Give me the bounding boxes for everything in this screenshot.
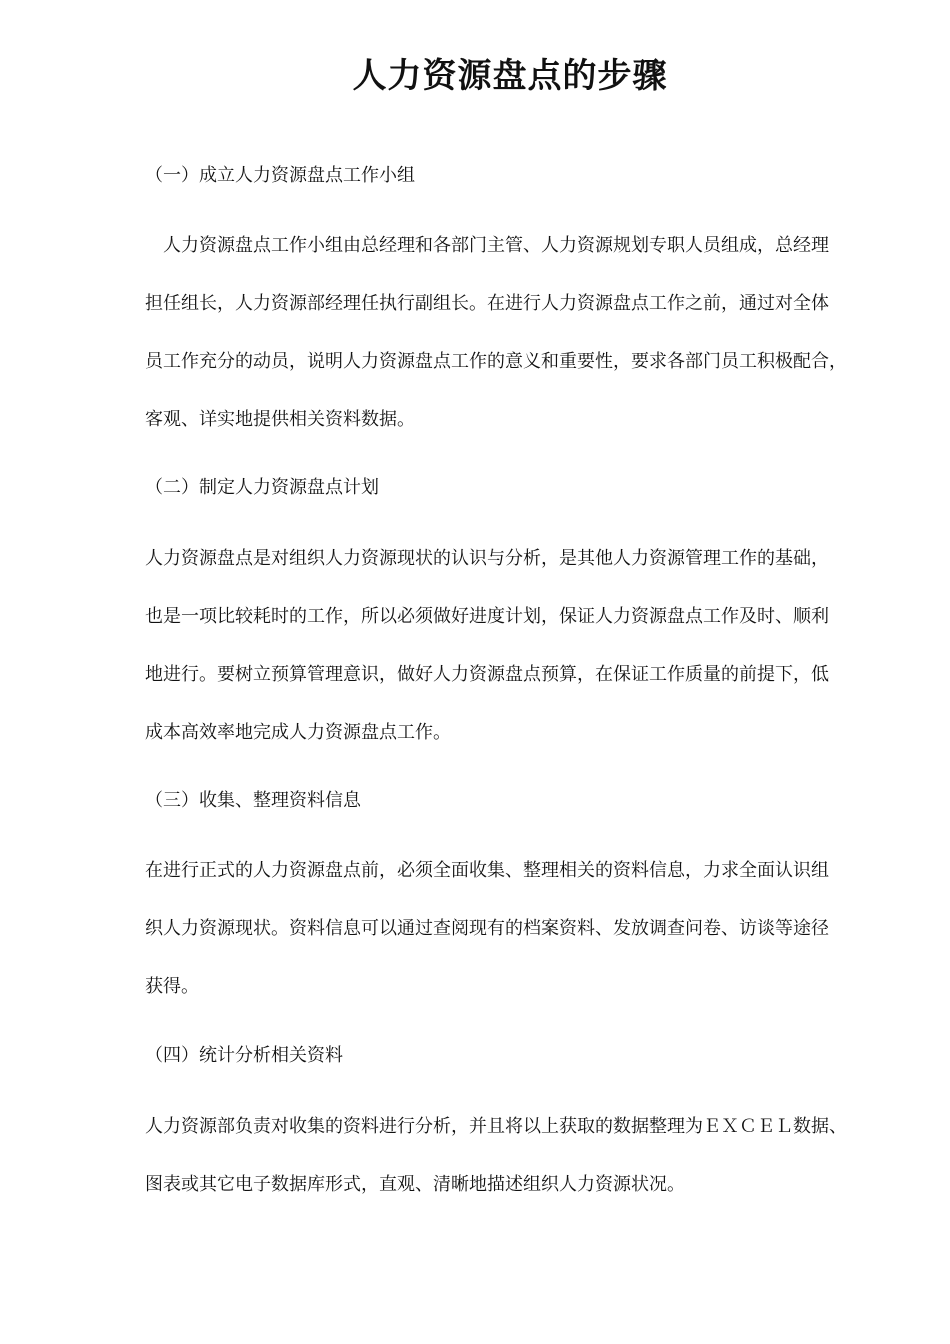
section-heading-3: （三）收集、整理资料信息 xyxy=(145,790,361,811)
document-title: 人力资源盘点的步骤 xyxy=(352,56,668,96)
paragraph-line: 员工作充分的动员，说明人力资源盘点工作的意义和重要性，要求各部门员工积极配合， xyxy=(145,351,847,372)
paragraph-line: 人力资源盘点工作小组由总经理和各部门主管、人力资源规划专职人员组成，总经理 xyxy=(163,235,829,256)
section-paragraph-4 xyxy=(145,1113,885,1229)
section-heading-4: （四）统计分析相关资料 xyxy=(145,1045,343,1066)
paragraph-line: 在进行正式的人力资源盘点前，必须全面收集、整理相关的资料信息，力求全面认识组 xyxy=(145,860,829,881)
paragraph-line: 获得。 xyxy=(145,976,199,997)
paragraph-line: 客观、详实地提供相关资料数据。 xyxy=(145,409,415,430)
section-paragraph-3 xyxy=(145,857,885,1031)
section-heading-2: （二）制定人力资源盘点计划 xyxy=(145,477,379,498)
section-paragraph-2 xyxy=(145,545,885,777)
paragraph-line: 人力资源盘点是对组织人力资源现状的认识与分析，是其他人力资源管理工作的基础， xyxy=(145,548,829,569)
paragraph-line: 担任组长，人力资源部经理任执行副组长。在进行人力资源盘点工作之前，通过对全体 xyxy=(145,293,829,314)
paragraph-line: 成本高效率地完成人力资源盘点工作。 xyxy=(145,722,451,743)
paragraph-line: 织人力资源现状。资料信息可以通过查阅现有的档案资料、发放调查问卷、访谈等途径 xyxy=(145,918,829,939)
paragraph-line: 地进行。要树立预算管理意识，做好人力资源盘点预算，在保证工作质量的前提下，低 xyxy=(145,664,829,685)
paragraph-line: 也是一项比较耗时的工作，所以必须做好进度计划，保证人力资源盘点工作及时、顺利 xyxy=(145,606,829,627)
section-paragraph-1 xyxy=(145,232,885,464)
section-heading-1: （一）成立人力资源盘点工作小组 xyxy=(145,165,415,186)
paragraph-line: 人力资源部负责对收集的资料进行分析，并且将以上获取的数据整理为ＥＸＣＥＬ数据、 xyxy=(145,1116,847,1137)
paragraph-line: 图表或其它电子数据库形式，直观、清晰地描述组织人力资源状况。 xyxy=(145,1174,685,1195)
